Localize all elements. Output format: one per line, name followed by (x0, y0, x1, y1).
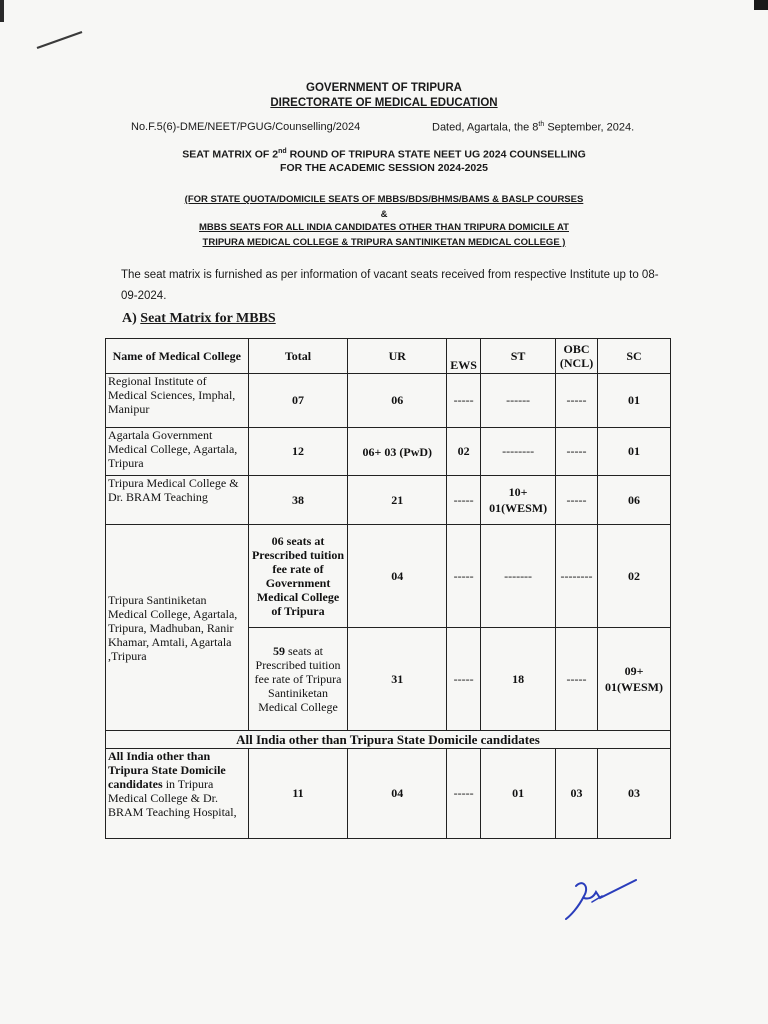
sc-cell: 02 (598, 525, 671, 628)
college-name: Regional Institute of Medical Sciences, Imphal, Manipur (106, 374, 249, 428)
ur-cell: 04 (348, 525, 447, 628)
seat-matrix-table (105, 338, 671, 839)
college-name: All India other than Tripura State Domicile candidates in Tripura Medical College & Dr. BRAM Teaching Hospital, (106, 749, 249, 839)
total-cell: 12 (248, 428, 348, 476)
ur-cell: 06 (348, 374, 447, 428)
sc-cell: 09+ 01(WESM) (598, 628, 671, 731)
ur-cell: 21 (348, 476, 447, 525)
ews-cell: ----- (447, 749, 481, 839)
obc-cell: -------- (556, 525, 598, 628)
header-college: Name of Medical College (106, 339, 249, 374)
header-st: ST (481, 339, 556, 374)
sc-cell: 01 (598, 428, 671, 476)
directorate-heading: DIRECTORATE OF MEDICAL EDUCATION (270, 97, 498, 109)
gov-heading: GOVERNMENT OF TRIPURA (306, 82, 462, 94)
intro-paragraph: The seat matrix is furnished as per information of vacant seats received from respective Institute up to 08-09-2024. (121, 269, 659, 302)
college-name: Tripura Medical College & Dr. BRAM Teaching (106, 476, 249, 525)
header-total: Total (248, 339, 348, 374)
ur-cell: 31 (348, 628, 447, 731)
sc-cell: 03 (598, 749, 671, 839)
section-heading: A) Seat Matrix for MBBS (122, 311, 276, 326)
college-name: Tripura Santiniketan Medical College, Agartala, Tripura, Madhuban, Ranir Khamar, Amtali, Agartala ,Tripura (106, 525, 249, 731)
table-header-row (106, 339, 671, 374)
all-india-band: All India other than Tripura State Domicile candidates (106, 731, 671, 749)
page-edge-mark (0, 0, 4, 22)
ur-cell: 04 (348, 749, 447, 839)
obc-cell: 03 (556, 749, 598, 839)
title-line-2: FOR THE ACADEMIC SESSION 2024-2025 (280, 162, 488, 174)
obc-cell: ----- (556, 628, 598, 731)
ews-cell: 02 (447, 428, 481, 476)
subtitle-ampersand: & (380, 209, 388, 220)
ews-cell: ----- (447, 525, 481, 628)
total-cell: 11 (248, 749, 348, 839)
subtitle-line-3: TRIPURA MEDICAL COLLEGE & TRIPURA SANTINIKETAN MEDICAL COLLEGE ) (202, 237, 566, 248)
st-cell: 10+ 01(WESM) (481, 476, 556, 525)
ews-cell: ----- (447, 374, 481, 428)
st-cell: ------ (481, 374, 556, 428)
date-line: Dated, Agartala, the 8th September, 2024. (432, 121, 635, 134)
header-sc: SC (598, 339, 671, 374)
reference-number: No.F.5(6)-DME/NEET/PGUG/Counselling/2024 (131, 121, 361, 133)
table-row (106, 374, 671, 428)
table-row (106, 749, 671, 839)
total-cell: 06 seats at Prescribed tuition fee rate of Government Medical College of Tripura (248, 525, 348, 628)
initial-mark-top (34, 26, 86, 52)
table-row (106, 525, 671, 628)
st-cell: -------- (481, 428, 556, 476)
subtitle-line-2: MBBS SEATS FOR ALL INDIA CANDIDATES OTHER THAN TRIPURA DOMICILE AT (199, 222, 569, 233)
table-row (106, 476, 671, 525)
st-cell: ------- (481, 525, 556, 628)
st-cell: 18 (481, 628, 556, 731)
total-cell: 38 (248, 476, 348, 525)
table-row (106, 428, 671, 476)
subtitle-line-1: (FOR STATE QUOTA/DOMICILE SEATS OF MBBS/BDS/BHMS/BAMS & BASLP COURSES (184, 194, 584, 205)
ur-cell: 06+ 03 (PwD) (348, 428, 447, 476)
sc-cell: 01 (598, 374, 671, 428)
title-line-1: SEAT MATRIX OF 2nd ROUND OF TRIPURA STATE NEET UG 2024 COUNSELLING (182, 148, 586, 161)
table-band-row (106, 731, 671, 749)
sc-cell: 06 (598, 476, 671, 525)
total-cell: 07 (248, 374, 348, 428)
page-edge-mark-right (754, 0, 768, 10)
header-ews: EWS (447, 339, 481, 374)
obc-cell: ----- (556, 476, 598, 525)
header-ur: UR (348, 339, 447, 374)
ews-cell: ----- (447, 476, 481, 525)
ews-cell: ----- (447, 628, 481, 731)
college-name: Agartala Government Medical College, Agartala, Tripura (106, 428, 249, 476)
total-cell: 59 seats at Prescribed tuition fee rate of Tripura Santiniketan Medical College (248, 628, 348, 731)
obc-cell: ----- (556, 428, 598, 476)
st-cell: 01 (481, 749, 556, 839)
obc-cell: ----- (556, 374, 598, 428)
signature (560, 874, 642, 924)
header-obc: OBC (NCL) (556, 339, 598, 374)
